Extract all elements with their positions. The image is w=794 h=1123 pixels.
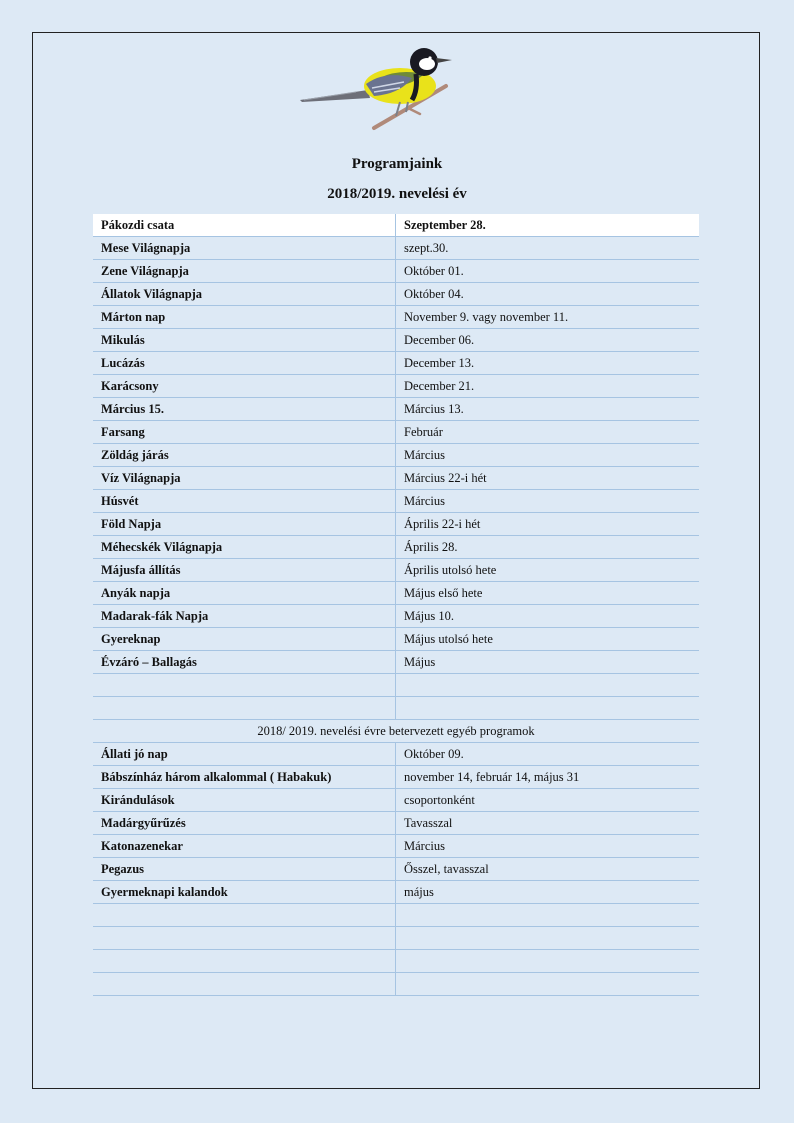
other-program-date: Március <box>396 835 700 858</box>
program-name: Zene Világnapja <box>93 260 396 283</box>
other-program-date <box>396 927 700 950</box>
other-program-name: Madárgyűrűzés <box>93 812 396 835</box>
table-row <box>93 513 699 536</box>
table-row <box>93 651 699 674</box>
other-program-date: május <box>396 881 700 904</box>
program-date: December 21. <box>396 375 700 398</box>
other-program-date: csoportonként <box>396 789 700 812</box>
table-row <box>93 697 699 720</box>
other-program-name: Pegazus <box>93 858 396 881</box>
program-name: Mikulás <box>93 329 396 352</box>
program-date: November 9. vagy november 11. <box>396 306 700 329</box>
other-program-name: Állati jó nap <box>93 743 396 766</box>
great-tit-bird-illustration <box>296 40 456 132</box>
program-name: Pákozdi csata <box>93 214 396 237</box>
program-name: Farsang <box>93 421 396 444</box>
program-name: Március 15. <box>93 398 396 421</box>
table-row <box>93 283 699 306</box>
program-name: Anyák napja <box>93 582 396 605</box>
program-name: Madarak-fák Napja <box>93 605 396 628</box>
program-name <box>93 674 396 697</box>
table-row <box>93 973 699 996</box>
other-programs-heading: 2018/ 2019. nevelési évre betervezett egyéb programok <box>93 720 699 743</box>
page-subtitle: 2018/2019. nevelési év <box>327 186 467 202</box>
other-program-name: Bábszínház három alkalommal ( Habakuk) <box>93 766 396 789</box>
other-program-date: Október 09. <box>396 743 700 766</box>
program-name: Évzáró – Ballagás <box>93 651 396 674</box>
other-program-name <box>93 973 396 996</box>
table-row <box>93 260 699 283</box>
program-name: Zöldág járás <box>93 444 396 467</box>
other-program-name: Katonazenekar <box>93 835 396 858</box>
other-program-date: november 14, február 14, május 31 <box>396 766 700 789</box>
other-program-name: Kirándulások <box>93 789 396 812</box>
program-date: Október 01. <box>396 260 700 283</box>
program-date: szept.30. <box>396 237 700 260</box>
table-row <box>93 421 699 444</box>
program-date: Május 10. <box>396 605 700 628</box>
table-row <box>93 904 699 927</box>
program-date: Március 13. <box>396 398 700 421</box>
table-row <box>93 352 699 375</box>
other-program-date: Ősszel, tavasszal <box>396 858 700 881</box>
table-row <box>93 398 699 421</box>
program-date <box>396 697 700 720</box>
program-date: Április 22-i hét <box>396 513 700 536</box>
table-row <box>93 835 699 858</box>
table-row <box>93 927 699 950</box>
table-row <box>93 237 699 260</box>
table-row <box>93 628 699 651</box>
other-program-name <box>93 950 396 973</box>
program-name: Állatok Világnapja <box>93 283 396 306</box>
program-date: Október 04. <box>396 283 700 306</box>
program-date: Május első hete <box>396 582 700 605</box>
program-date: Május <box>396 651 700 674</box>
program-name: Föld Napja <box>93 513 396 536</box>
other-program-name <box>93 927 396 950</box>
program-date: Május utolsó hete <box>396 628 700 651</box>
program-name: Márton nap <box>93 306 396 329</box>
table-row <box>93 375 699 398</box>
table-row <box>93 766 699 789</box>
table-row <box>93 789 699 812</box>
program-name: Gyereknap <box>93 628 396 651</box>
table-row <box>93 743 699 766</box>
program-name: Lucázás <box>93 352 396 375</box>
program-date: Április utolsó hete <box>396 559 700 582</box>
other-program-name: Gyermeknapi kalandok <box>93 881 396 904</box>
table-row <box>93 559 699 582</box>
program-date: Március 22-i hét <box>396 467 700 490</box>
section-heading-row <box>93 720 699 743</box>
table-row <box>93 674 699 697</box>
program-name: Karácsony <box>93 375 396 398</box>
table-row <box>93 467 699 490</box>
table-row <box>93 881 699 904</box>
program-name: Méhecskék Világnapja <box>93 536 396 559</box>
table-row <box>93 582 699 605</box>
other-program-name <box>93 904 396 927</box>
program-name: Húsvét <box>93 490 396 513</box>
other-program-date <box>396 950 700 973</box>
program-name: Mese Világnapja <box>93 237 396 260</box>
table-row <box>93 490 699 513</box>
table-row <box>93 858 699 881</box>
page-title: Programjaink <box>351 156 443 172</box>
table-row <box>93 444 699 467</box>
programs-table <box>93 214 699 996</box>
program-date <box>396 674 700 697</box>
table-row <box>93 950 699 973</box>
program-name: Víz Világnapja <box>93 467 396 490</box>
program-date: Március <box>396 490 700 513</box>
table-row <box>93 214 699 237</box>
other-program-date <box>396 904 700 927</box>
program-date: Február <box>396 421 700 444</box>
program-date: December 06. <box>396 329 700 352</box>
other-program-date <box>396 973 700 996</box>
table-row <box>93 605 699 628</box>
table-row <box>93 536 699 559</box>
program-name <box>93 697 396 720</box>
program-date: December 13. <box>396 352 700 375</box>
program-name: Májusfa állítás <box>93 559 396 582</box>
table-row <box>93 812 699 835</box>
program-date: Április 28. <box>396 536 700 559</box>
table-row <box>93 329 699 352</box>
other-program-date: Tavasszal <box>396 812 700 835</box>
table-row <box>93 306 699 329</box>
program-date: Szeptember 28. <box>396 214 700 237</box>
program-date: Március <box>396 444 700 467</box>
